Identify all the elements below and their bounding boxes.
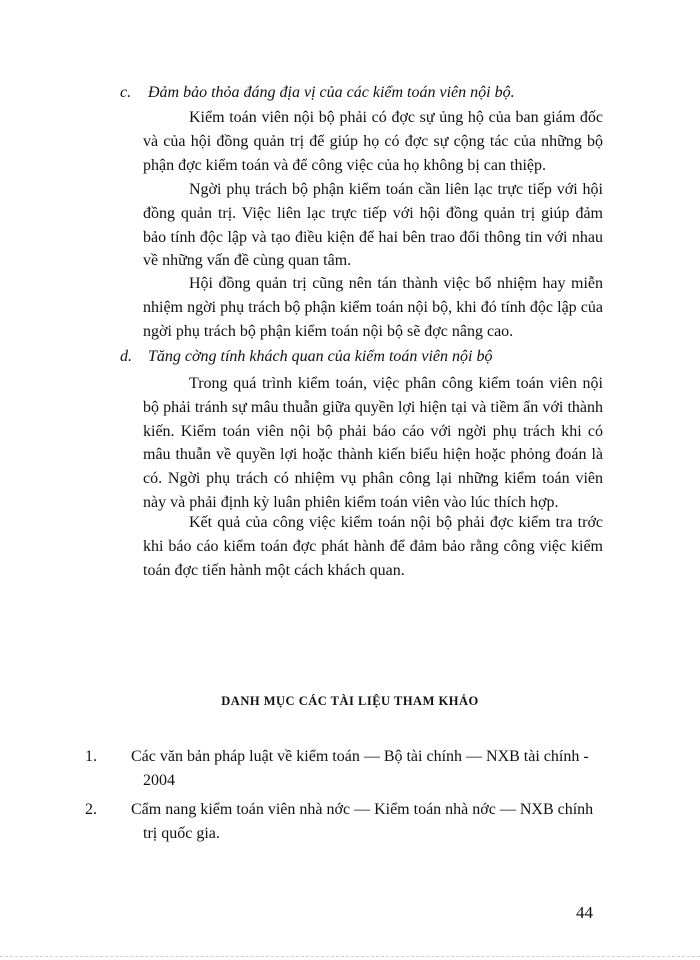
reference-text: Các văn bản pháp luật về kiểm toán — Bộ tài chính — NXB tài chính - (131, 748, 589, 765)
reference-text-cont: trị quốc gia. (143, 825, 220, 842)
reference-text-cont: 2004 (143, 772, 175, 789)
paragraph: Hội đồng quản trị cũng nên tán thành việc bổ nhiệm hay miễn nhiệm ngời phụ trách bộ phận kiểm toán nội bộ, khi đó tính độc lập của ngời phụ trách bộ phận kiểm toán nội bộ sẽ đợc nâng cao. (143, 275, 603, 340)
reference-item (85, 798, 603, 846)
reference-number: 1. (85, 748, 97, 765)
page-number: 44 (576, 903, 593, 922)
references-heading: DANH MỤC CÁC TÀI LIỆU THAM KHẢO (221, 694, 479, 708)
section-c-title: Đảm bảo thỏa đáng địa vị của các kiểm toán viên nội bộ. (148, 84, 515, 101)
paragraph: Trong quá trình kiểm toán, việc phân công kiểm toán viên nội bộ phải tránh sự mâu thuẫn giữa quyền lợi hiện tại và tiềm ẩn với thành kiến. Kiểm toán viên nội bộ phải báo cáo với ngời phụ trách khi có mâu thuẫn về quyền lợi hoặc thành kiến biểu hiện hoặc phỏng đoán là có. Ngời phụ trách có nhiệm vụ phân công lại những kiểm toán viên này và phải định kỳ luân phiên kiểm toán viên vào lúc thích hợp. (143, 375, 603, 511)
reference-item (85, 745, 603, 793)
section-d-label: d. (120, 348, 132, 365)
page-bottom-divider (0, 956, 700, 957)
paragraph: Kết quả của công việc kiểm toán nội bộ phải đợc kiểm tra trớc khi báo cáo kiểm toán đợc phát hành để đảm bảo rằng công việc kiểm toán đợc tiến hành một cách khách quan. (143, 514, 603, 579)
section-d-heading (120, 345, 492, 369)
reference-text: Cẩm nang kiểm toán viên nhà nớc — Kiểm toán nhà nớc — NXB chính (131, 801, 594, 818)
reference-number: 2. (85, 801, 97, 818)
section-d-title: Tăng cờng tính khách quan của kiểm toán viên nội bộ (148, 348, 493, 365)
section-c-heading (120, 81, 515, 105)
paragraph: Ngời phụ trách bộ phận kiểm toán cần liên lạc trực tiếp với hội đồng quản trị. Việc liên lạc trực tiếp với hội đồng quản trị giúp đảm bảo tính độc lập và tạo điều kiện để hai bên trao đổi thông tin với nhau về những vấn đề cùng quan tâm. (143, 181, 603, 270)
section-c-label: c. (120, 84, 132, 101)
paragraph: Kiểm toán viên nội bộ phải có đợc sự ủng hộ của ban giám đốc và của hội đồng quản trị để giúp họ có đợc sự cộng tác của những bộ phận đợc kiểm toán và để công việc của họ không bị can thiệp. (143, 109, 603, 174)
